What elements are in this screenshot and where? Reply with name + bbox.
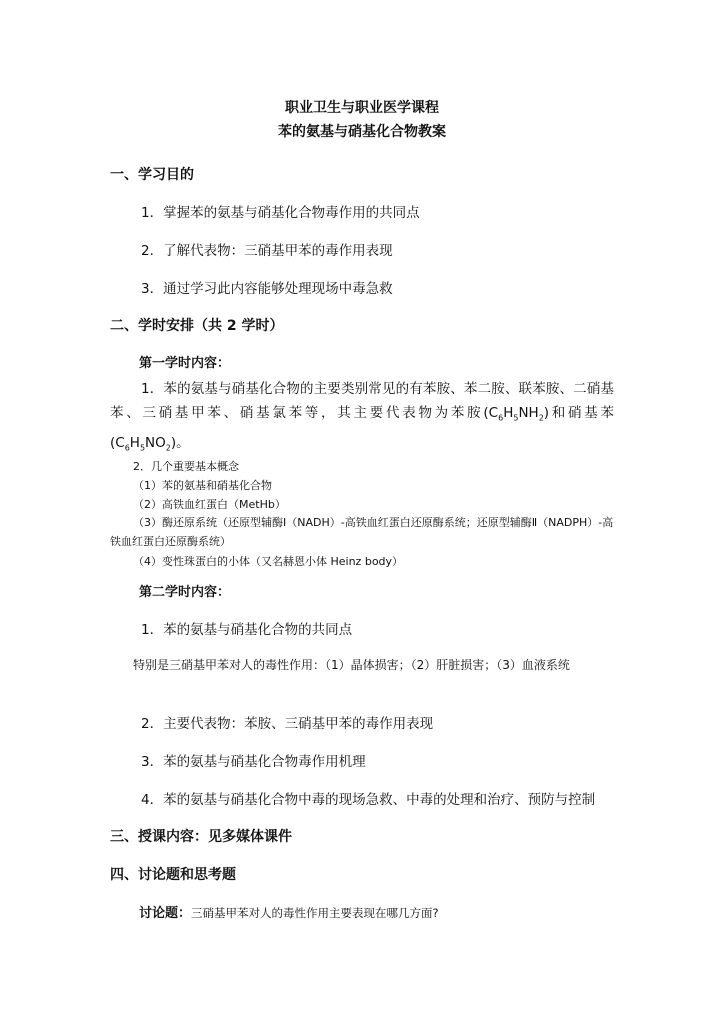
second-item-3: 3．苯的氨基与硝基化合物毒作用机理 bbox=[141, 754, 366, 770]
concept-2: （2）高铁血红蛋白（MetHb） bbox=[133, 498, 286, 511]
second-item-2: 2．主要代表物：苯胺、三硝基甲苯的毒作用表现 bbox=[141, 716, 434, 732]
concept-4: （4）变性珠蛋白的小体（又名赫恩小体 Heinz body） bbox=[133, 555, 404, 568]
section-3-heading: 三、授课内容：见多媒体课件 bbox=[110, 829, 292, 845]
lesson-title: 苯的氨基与硝基化合物教案 bbox=[278, 124, 446, 140]
objective-1: 1．掌握苯的氨基与硝基化合物毒作用的共同点 bbox=[141, 205, 420, 221]
section-2-heading: 二、学时安排（共 2 学时） bbox=[110, 318, 284, 334]
second-item-1: 1．苯的氨基与硝基化合物的共同点 bbox=[141, 622, 353, 638]
objective-3: 3．通过学习此内容能够处理现场中毒急救 bbox=[141, 281, 393, 297]
concept-3: （3）酶还原系统（还原型辅酶Ⅰ（NADH）-高铁血红蛋白还原酶系统；还原型辅酶Ⅱ（NADPH）-高铁血红蛋白还原酶系统） bbox=[110, 516, 614, 548]
course-title: 职业卫生与职业医学课程 bbox=[285, 100, 439, 116]
toxicity-note: 特别是三硝基甲苯对人的毒性作用：（1）晶体损害；（2）肝脏损害；（3）血液系统 bbox=[133, 658, 570, 672]
first-period-paragraph: 1．苯的氨基与硝基化合物的主要类别常见的有苯胺、苯二胺、联苯胺、二硝基苯、三硝基甲苯、硝基氯苯等，其主要代表物为苯胺$(C_6H_5NH_2)$和硝基苯$(C_6H_5NO_2)$。 bbox=[110, 381, 614, 453]
objective-2: 2．了解代表物：三硝基甲苯的毒作用表现 bbox=[141, 243, 393, 259]
concepts-heading: 2．几个重要基本概念 bbox=[133, 460, 239, 473]
discussion-question: 三硝基甲苯对人的毒性作用主要表现在哪几方面? bbox=[191, 906, 439, 920]
first-period-label: 第一学时内容： bbox=[139, 356, 231, 371]
discussion-label: 讨论题： bbox=[139, 906, 192, 921]
second-period-label: 第二学时内容： bbox=[139, 585, 231, 600]
concept-1: （1）苯的氨基和硝基化合物 bbox=[133, 479, 272, 492]
discussion-line bbox=[139, 902, 439, 921]
second-item-4: 4．苯的氨基与硝基化合物中毒的现场急救、中毒的处理和治疗、预防与控制 bbox=[141, 792, 596, 808]
section-1-heading: 一、学习目的 bbox=[110, 167, 194, 183]
section-4-heading: 四、讨论题和思考题 bbox=[110, 867, 236, 883]
